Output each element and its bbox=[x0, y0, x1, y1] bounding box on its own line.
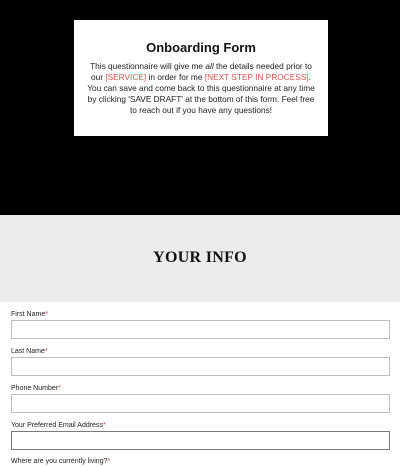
last-name-label bbox=[11, 347, 390, 357]
section-title: YOUR INFO bbox=[153, 249, 247, 266]
email-field bbox=[11, 421, 390, 450]
last-name-field bbox=[11, 347, 390, 376]
first-name-label-text: First Name bbox=[11, 311, 46, 318]
phone-number-input[interactable] bbox=[11, 394, 390, 413]
required-marker: * bbox=[45, 311, 48, 318]
intro-text-part-3: in order for me bbox=[146, 72, 205, 82]
email-label-text: Your Preferred Email Address bbox=[11, 422, 103, 429]
required-marker: * bbox=[44, 348, 48, 355]
intro-text-part-4: . You can save and come back to this questionnaire at any time by clicking 'SAVE DRAFT' at the bottom of this form. Feel free to reach out if you have any questions! bbox=[87, 72, 315, 115]
next-step-placeholder: [NEXT STEP IN PROCESS] bbox=[204, 72, 309, 82]
hero-banner bbox=[0, 0, 400, 215]
section-header-band bbox=[0, 215, 400, 302]
intro-text-part-1: This questionnaire will give me bbox=[90, 61, 206, 71]
phone-number-label-text: Phone Number bbox=[11, 385, 59, 392]
intro-text-emphasis: all bbox=[205, 61, 214, 71]
phone-number-field bbox=[11, 384, 390, 413]
service-placeholder: [SERVICE] bbox=[105, 72, 147, 82]
last-name-label-text: Last Name bbox=[11, 348, 45, 355]
first-name-label bbox=[11, 310, 390, 320]
phone-number-label bbox=[11, 384, 390, 394]
first-name-field bbox=[11, 310, 390, 339]
last-name-input[interactable] bbox=[11, 357, 390, 376]
current-location-label-text: Where are you currently living? bbox=[11, 458, 108, 465]
current-location-label bbox=[11, 457, 390, 467]
required-marker: * bbox=[58, 385, 61, 392]
intro-text-part-2: the details needed prior to our bbox=[91, 61, 312, 82]
email-input[interactable] bbox=[11, 431, 390, 450]
first-name-input[interactable] bbox=[11, 320, 390, 339]
required-marker: * bbox=[107, 458, 111, 465]
required-marker: * bbox=[102, 422, 106, 429]
current-location-field bbox=[11, 457, 390, 467]
form-title: Onboarding Form bbox=[146, 40, 256, 55]
email-label bbox=[11, 421, 390, 431]
intro-text bbox=[84, 61, 318, 116]
intro-card bbox=[74, 20, 328, 136]
